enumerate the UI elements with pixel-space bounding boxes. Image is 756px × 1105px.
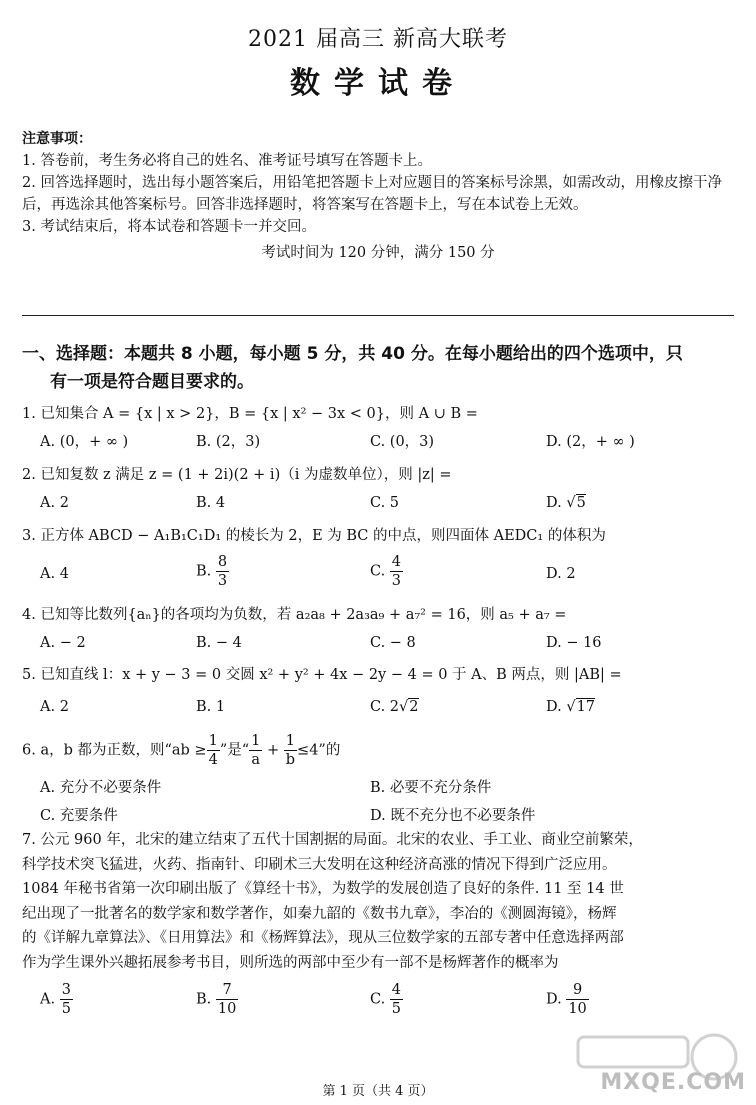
numerator: 7 xyxy=(216,981,238,1000)
notice-item-1: 1. 答卷前，考生务必将自己的姓名、准考证号填写在答题卡上。 xyxy=(22,153,432,169)
denominator: a xyxy=(251,752,261,768)
denominator: b xyxy=(285,752,296,768)
option-d: D. 2 xyxy=(546,566,576,582)
header-divider xyxy=(22,315,734,316)
numerator: 1 xyxy=(208,733,218,749)
fraction xyxy=(216,553,229,590)
fraction xyxy=(60,981,73,1018)
section-heading-line2: 有一项是符合题目要求的。 xyxy=(50,372,254,392)
option-c: C. (0，3) xyxy=(370,434,435,450)
option-b: B. (2，3) xyxy=(196,434,261,450)
option-d: D. (2，+ ∞ ) xyxy=(546,434,635,450)
option-a: A. 2 xyxy=(40,699,69,715)
fraction xyxy=(207,732,220,769)
numerator: 1 xyxy=(251,733,261,749)
denominator: 10 xyxy=(217,1001,237,1017)
option-label: D. xyxy=(546,699,567,715)
option-a: A. 4 xyxy=(40,566,69,582)
denominator: 3 xyxy=(391,573,402,589)
options xyxy=(22,696,734,722)
section-heading-line1: 一、选择题：本题共 8 小题，每小题 5 分，共 40 分。在每小题给出的四个选项中，只 xyxy=(22,344,683,364)
options xyxy=(22,981,734,1025)
numerator: 3 xyxy=(61,982,71,998)
option-label: C. 2 xyxy=(370,699,400,715)
exam-subject-title: 数学试卷 xyxy=(290,66,466,101)
question-4 xyxy=(22,604,734,658)
page-number-footer: 第 1 页（共 4 页） xyxy=(322,1084,434,1099)
option-c: C. 充要条件 xyxy=(40,808,118,824)
option-c xyxy=(370,553,403,590)
stem-text: + xyxy=(262,742,284,759)
option-label: C. xyxy=(370,563,390,580)
stem-text: ”是“ xyxy=(219,742,250,759)
option-c xyxy=(370,981,403,1018)
option-d: D. √5 xyxy=(546,495,586,511)
question-stem-line-5: 的《详解九章算法》、《日用算法》和《杨辉算法》，现从三位数学家的五部专著中任意选择两部 xyxy=(22,930,624,946)
question-5 xyxy=(22,664,734,722)
numerator: 4 xyxy=(391,554,402,570)
option-c: C. 2√2 xyxy=(370,699,419,715)
question-3 xyxy=(22,525,734,597)
question-stem: 1. 已知集合 A = {x | x > 2}，B = {x | x² − 3x < 0}，则 A ∪ B = xyxy=(22,406,478,422)
question-stem-line-4: 纪出现了一批著名的数学家和数学著作，如秦九韶的《数书九章》，李冶的《测圆海镜》，杨辉 xyxy=(22,905,617,922)
denominator: 4 xyxy=(208,752,218,768)
fraction xyxy=(390,553,403,590)
stem-text: ≤4”的 xyxy=(297,742,341,759)
fraction xyxy=(566,981,588,1018)
option-d xyxy=(546,981,589,1018)
option-d: D. 既不充分也不必要条件 xyxy=(370,808,536,824)
question-stem: 2. 已知复数 z 满足 z = (1 + 2i)(2 + i)（i 为虚数单位），则 |z| = xyxy=(22,467,452,483)
option-b xyxy=(196,553,229,590)
option-c: C. − 8 xyxy=(370,635,416,651)
question-7 xyxy=(22,828,734,1025)
exam-time: 考试时间为 120 分钟，满分 150 分 xyxy=(261,245,495,261)
question-stem xyxy=(22,732,734,769)
question-stem-line-2: 科学技术突飞猛进，火药、指南针、印刷术三大发明在这种经济高涨的情况下得到广泛应用。 xyxy=(22,856,617,873)
option-label: B. xyxy=(196,991,216,1008)
option-d: D. √17 xyxy=(546,699,596,715)
radicand: 2 xyxy=(409,699,419,715)
radicand: 17 xyxy=(576,699,596,715)
option-a xyxy=(40,981,73,1018)
option-b xyxy=(196,981,238,1018)
options xyxy=(22,431,734,457)
option-b: B. − 4 xyxy=(196,635,242,651)
fraction xyxy=(390,981,403,1018)
question-6 xyxy=(22,732,734,831)
denominator: 5 xyxy=(61,1001,71,1017)
question-stem: 5. 已知直线 l：x + y − 3 = 0 交圆 x² + y² + 4x − 2y − 4 = 0 于 A、B 两点，则 |AB| = xyxy=(22,667,622,683)
option-a: A. 2 xyxy=(40,495,69,511)
fraction xyxy=(284,732,297,769)
section-multiple-choice-heading xyxy=(22,340,734,396)
denominator: 5 xyxy=(391,1001,402,1017)
question-stem-line-1: 7. 公元 960 年，北宋的建立结束了五代十国割据的局面。北宋的农业、手工业、商业空前繁荣， xyxy=(22,832,643,848)
numerator: 1 xyxy=(284,732,297,751)
question-1 xyxy=(22,403,734,457)
option-label: D. xyxy=(546,991,567,1008)
watermark-text: MXQE.COM xyxy=(600,1070,746,1095)
denominator: 3 xyxy=(217,573,228,589)
numerator: 9 xyxy=(566,981,588,1000)
option-label: D. xyxy=(546,495,567,511)
options xyxy=(22,632,734,658)
notice-title: 注意事项： xyxy=(22,131,92,147)
notice-item-2: 2. 回答选择题时，选出每小题答案后，用铅笔把答题卡上对应题目的答案标号涂黑，如需改动，用橡皮擦干净后，再选涂其他答案标号。回答非选择题时，将答案写在答题卡上，写在本试卷上无效。 xyxy=(22,175,722,213)
fraction xyxy=(216,981,238,1018)
option-label: B. xyxy=(196,563,216,580)
option-a: A. (0，+ ∞ ) xyxy=(40,434,129,450)
options xyxy=(22,553,734,597)
option-label: A. xyxy=(40,991,60,1008)
option-b: B. 4 xyxy=(196,495,226,511)
notice-block xyxy=(22,128,734,264)
options xyxy=(22,492,734,518)
question-stem-line-3: 1084 年秘书省第一次印刷出版了《算经十书》，为数学的发展创造了良好的条件. 11 至 14 世 xyxy=(22,881,624,897)
exam-series-title: 2021 届高三 新高大联考 xyxy=(248,27,508,52)
numerator: 8 xyxy=(217,554,228,570)
radicand: 5 xyxy=(576,495,586,511)
option-b: B. 必要不充分条件 xyxy=(370,780,492,796)
denominator: 10 xyxy=(568,1001,587,1017)
option-c: C. 5 xyxy=(370,495,400,511)
numerator: 4 xyxy=(391,982,402,998)
fraction xyxy=(249,732,262,769)
option-d: D. − 16 xyxy=(546,635,602,651)
question-stem-line-6: 作为学生课外兴趣拓展参考书目，则所选的两部中至少有一部不是杨辉著作的概率为 xyxy=(22,954,559,971)
options-row-1 xyxy=(22,777,734,803)
question-stem: 3. 正方体 ABCD − A₁B₁C₁D₁ 的棱长为 2，E 为 BC 的中点，则四面体 AEDC₁ 的体积为 xyxy=(22,528,606,544)
option-b: B. 1 xyxy=(196,699,226,715)
question-2 xyxy=(22,464,734,518)
option-a: A. 充分不必要条件 xyxy=(40,780,162,796)
option-a: A. − 2 xyxy=(40,635,86,651)
stem-text: 6. a，b 都为正数，则“ab ≥ xyxy=(22,742,207,759)
question-stem: 4. 已知等比数列{aₙ}的各项均为负数，若 a₂a₈ + 2a₃a₉ + a₇² = 16，则 a₅ + a₇ = xyxy=(22,607,567,623)
notice-item-3: 3. 考试结束后，将本试卷和答题卡一并交回。 xyxy=(22,219,316,235)
option-label: C. xyxy=(370,991,390,1008)
